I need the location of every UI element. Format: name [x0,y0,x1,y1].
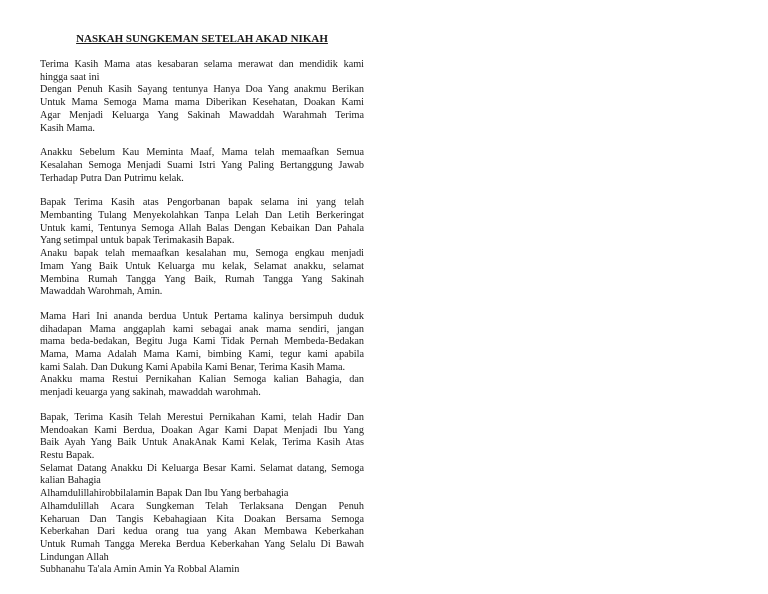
text-line: Keharuan Dan Tangis Kebahagiaan Kita Doakan Bersama Semoga [40,513,364,525]
text-line: Subhanahu Ta'ala Amin Amin Ya Robbal Alamin [40,564,240,576]
text-line: Mama Hari Ini ananda berdua Untuk Pertama kalinya bersimpuh duduk [40,310,364,322]
text-line: Untuk Mama Semoga Mama mama Diberikan Kesehatan, Doakan Kami [40,97,364,109]
paragraph [40,59,364,135]
text-line: Mama, Mama Adalah Mama Kami, bimbing Kami, tegur kami apabila [40,349,364,361]
text-line: dihadapan Mama anggaplah kami sebagai anak mama sendiri, jangan [40,323,364,335]
text-line: Anaku bapak telah memaafkan kesalahan mu, Semoga engkau menjadi [40,248,364,260]
document-title: NASKAH SUNGKEMAN SETELAH AKAD NIKAH [76,33,328,45]
text-line: Imam Yang Baik Untuk Keluarga mu kelak, Selamat anakku, selamat [40,260,364,272]
text-line: menjadi keuarga yang sakinah, mawaddah warohmah. [40,387,261,399]
text-line: Alhamdulillah Acara Sungkeman Telah Terlaksana Dengan Penuh [40,500,364,512]
paragraph [40,197,364,299]
text-line: Alhamdulillahirobbilalamin Bapak Dan Ibu Yang berbahagia [40,488,289,500]
text-line: Bapak, Terima Kasih Telah Merestui Pernikahan Kami, telah Hadir Dan [40,411,364,423]
text-line: Agar Menjadi Keluarga Yang Sakinah Mawaddah Warahmah Terima [40,109,364,121]
text-line: Kasih Mama. [40,122,95,134]
text-line: kami Salah. Dan Dukung Kami Apabila Kami Benar, Terima Kasih Mama. [40,361,346,373]
text-line: Keberkahan Dari kedua orang tua yang Akan Membawa Keberkahan [40,526,364,538]
text-line: Yang setimpal untuk bapak Terimakasih Bapak. [40,235,235,247]
text-line: Mendoakan Kami Berdua, Doakan Agar Kami Dapat Menjadi Ibu Yang [40,424,364,436]
text-line: Bapak Terima Kasih atas Pengorbanan bapak selama ini yang telah [40,197,364,209]
text-line: Membanting Tulang Menyekolahkan Tanpa Lelah Dan Letih Berkeringat [40,210,364,222]
text-line: Mawaddah Warohmah, Amin. [40,286,163,298]
text-line: kalian Bahagia [40,475,101,487]
text-line: Restu Bapak. [40,449,95,461]
document-body [40,59,364,577]
text-line: Dengan Penuh Kasih Sayang tentunya Hanya Doa Yang anakmu Berikan [40,84,364,96]
document-page [40,32,364,589]
text-line: Anakku Sebelum Kau Meminta Maaf, Mama telah memaafkan Semua [40,147,364,159]
text-line: Terhadap Putra Dan Putrimu kelak. [40,172,184,184]
text-line: Terima Kasih Mama atas kesabaran selama merawat dan mendidik kami [40,59,364,70]
paragraph [40,147,364,185]
text-line: Lindungan Allah [40,551,109,563]
paragraph [40,412,364,577]
text-line: Anakku mama Restui Pernikahan Kalian Semoga kalian Bahagia, dan [40,374,364,386]
text-line: Baik Ayah Yang Baik Untuk AnakAnak Kami Kelak, Terima Kasih Atas [40,437,364,449]
text-line: Kesalahan Semoga Menjadi Suami Istri Yang Paling Bertanggung Jawab [40,159,364,171]
text-line: Selamat Datang Anakku Di Keluarga Besar Kami. Selamat datang, Semoga [40,462,364,474]
paragraph [40,311,364,400]
text-line: mama beda-bedakan, Begitu Juga Kami Tidak Pernah Membeda-Bedakan [40,336,364,348]
text-line: Untuk kami, Tentunya Semoga Allah Balas Dengan Kebaikan Dan Pahala [40,222,364,234]
text-line: Untuk Rumah Tangga Mereka Berdua Keberkahan Yang Selalu Di Bawah [40,538,364,550]
text-line: hingga saat ini [40,71,100,83]
text-line: Membina Rumah Tangga Yang Baik, Rumah Tangga Yang Sakinah [40,273,364,285]
